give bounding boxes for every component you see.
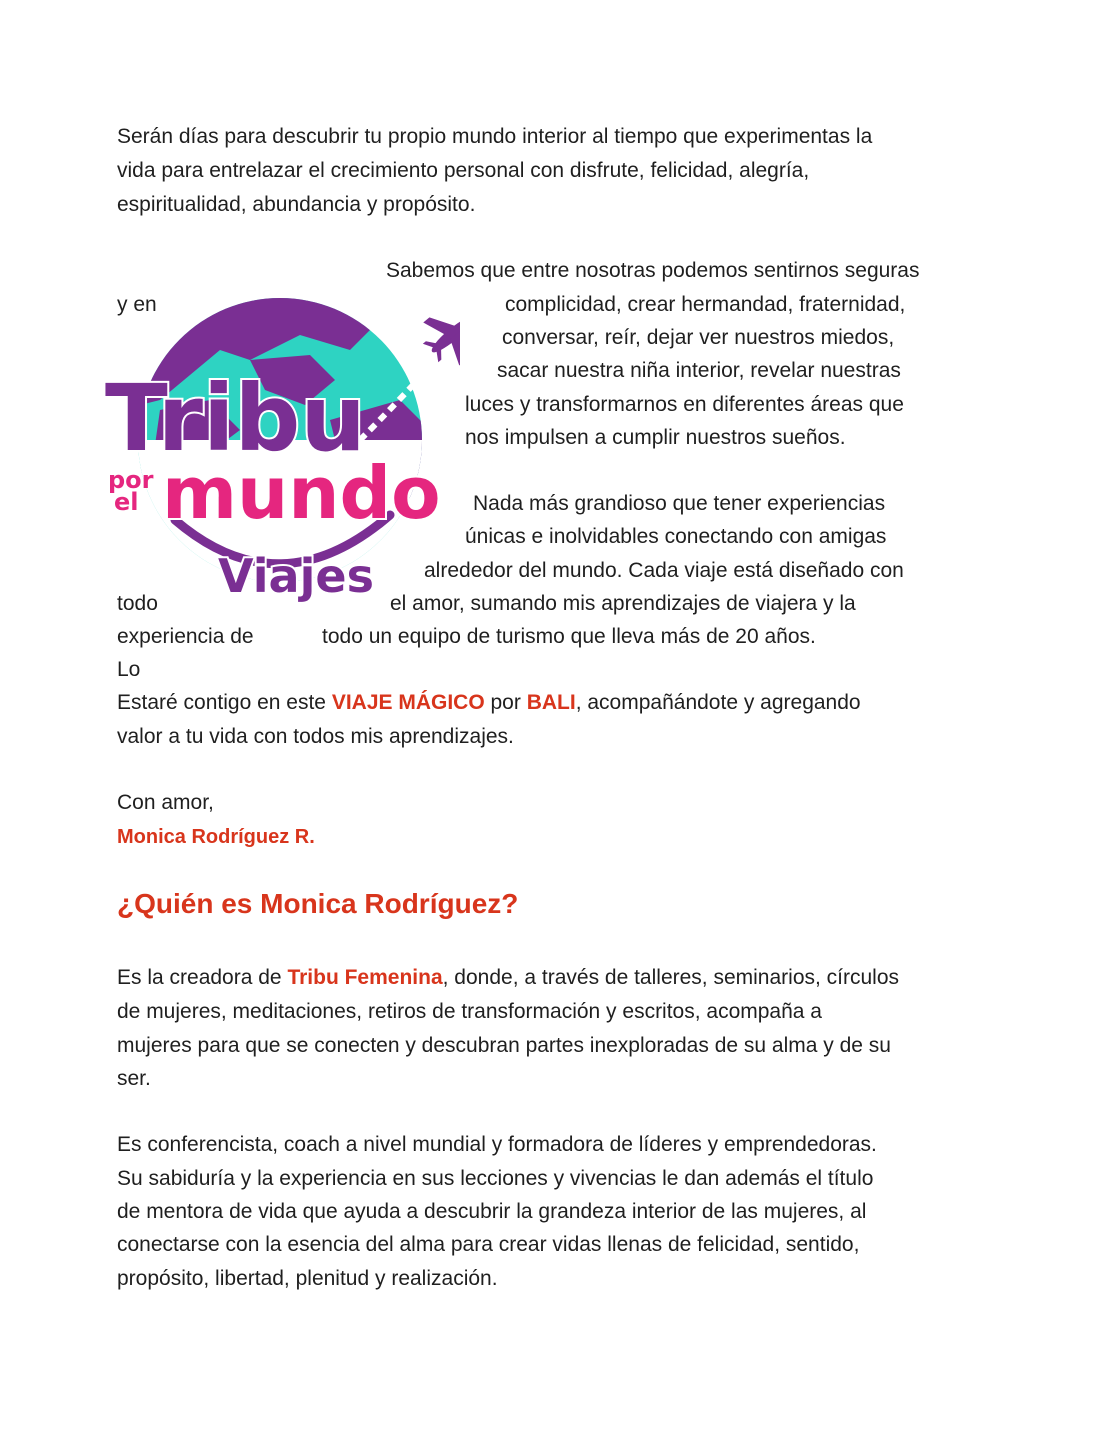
wrap-line-11a: experiencia de bbox=[117, 625, 254, 648]
bio2-line-4: conectarse con la esencia del alma para crear vidas llenas de felicidad, sentido, bbox=[117, 1233, 860, 1256]
trip-line-1: Estaré contigo en este VIAJE MÁGICO por BALI, acompañándote y agregando bbox=[117, 691, 861, 714]
tribu-por-el-mundo-logo bbox=[100, 290, 460, 610]
bio1-line-3: mujeres para que se conecten y descubran partes inexploradas de su alma y de su bbox=[117, 1034, 891, 1057]
tribu-femenina-highlight: Tribu Femenina bbox=[287, 966, 443, 989]
bio1-line-1: Es la creadora de Tribu Femenina, donde, a través de talleres, seminarios, círculos bbox=[117, 966, 900, 989]
logo-word-viajes: Viajes bbox=[218, 549, 374, 603]
wrap-line-5: luces y transformarnos en diferentes áreas que bbox=[465, 393, 904, 416]
bio1-line-4: ser. bbox=[117, 1067, 151, 1090]
wrap-line-10a: todo bbox=[117, 592, 158, 615]
wrap-line-2b: complicidad, crear hermandad, fraternidad, bbox=[505, 293, 906, 316]
bio2-line-5: propósito, libertad, plenitud y realización. bbox=[117, 1267, 498, 1290]
signature: Monica Rodríguez R. bbox=[117, 826, 315, 848]
bio2-line-3: de mentora de vida que ayuda a descubrir la grandeza interior de las mujeres, al bbox=[117, 1200, 867, 1223]
wrap-line-7: Nada más grandioso que tener experiencias bbox=[473, 492, 886, 515]
wrap-line-9: alrededor del mundo. Cada viaje está diseñado con bbox=[424, 559, 904, 582]
wrap-line-8: únicas e inolvidables conectando con amigas bbox=[465, 525, 887, 548]
bio2-line-1: Es conferencista, coach a nivel mundial y formadora de líderes y emprendedoras. bbox=[117, 1133, 877, 1156]
wrap-line-3: conversar, reír, dejar ver nuestros miedos, bbox=[502, 326, 895, 349]
signoff: Con amor, bbox=[117, 791, 214, 814]
wrap-line-6: nos impulsen a cumplir nuestros sueños. bbox=[465, 426, 846, 449]
intro-line-3: espiritualidad, abundancia y propósito. bbox=[117, 193, 476, 216]
trip-line-2: valor a tu vida con todos mis aprendizajes. bbox=[117, 725, 514, 748]
trip-highlight-viaje: VIAJE MÁGICO bbox=[331, 691, 485, 714]
logo-word-el: el bbox=[114, 488, 139, 516]
intro-line-1: Serán días para descubrir tu propio mundo interior al tiempo que experimentas la bbox=[117, 125, 873, 148]
wrap-line-1: Sabemos que entre nosotras podemos sentirnos seguras bbox=[386, 259, 920, 282]
logo-word-mundo: mundo bbox=[162, 451, 441, 535]
intro-line-2: vida para entrelazar el crecimiento personal con disfrute, felicidad, alegría, bbox=[117, 159, 810, 182]
wrap-line-12: Lo bbox=[117, 658, 141, 681]
wrap-line-10b: el amor, sumando mis aprendizajes de viajera y la bbox=[390, 592, 856, 615]
section-heading: ¿Quién es Monica Rodríguez? bbox=[117, 888, 519, 919]
wrap-line-4: sacar nuestra niña interior, revelar nuestras bbox=[497, 359, 901, 382]
trip-highlight-bali: BALI bbox=[526, 691, 576, 714]
wrap-line-2a: y en bbox=[117, 293, 157, 316]
logo-word-por: por bbox=[108, 466, 154, 494]
logo-word-tribu: Tribu bbox=[105, 365, 366, 472]
wrap-line-11b: todo un equipo de turismo que lleva más de 20 años. bbox=[322, 625, 816, 648]
bio2-line-2: Su sabiduría y la experiencia en sus lecciones y vivencias le dan además el título bbox=[117, 1167, 874, 1190]
airplane-icon bbox=[413, 297, 460, 375]
bio1-line-2: de mujeres, meditaciones, retiros de transformación y escritos, acompaña a bbox=[117, 1000, 822, 1023]
